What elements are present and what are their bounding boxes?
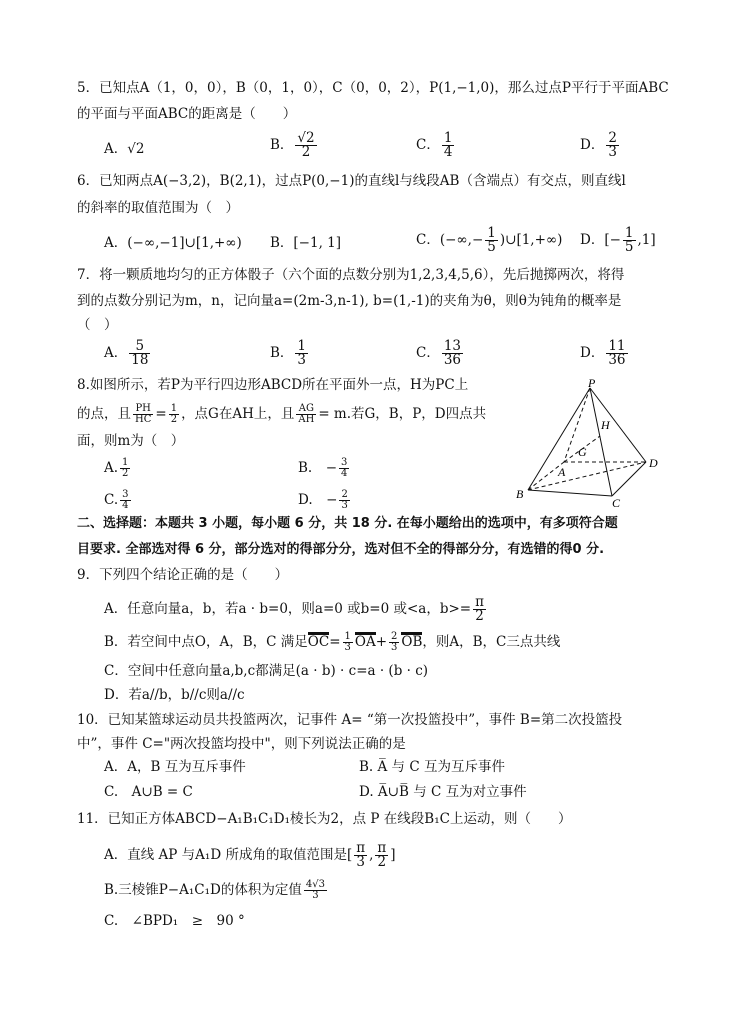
q7-stem-line2: 到的点数分别记为m，n，记向量a=(2m-3,n-1), b=(1,-1)的夹角为θ，则θ为钝角的概率是 [77,293,622,309]
q8-pyramid-figure [508,378,668,508]
q10-stem-line1: 10．已知某篮球运动员共投篮两次，记事件 A= “第一次投篮投中”，事件 B=第二次投篮投 [77,712,623,728]
q10-option-b: B. A̅ 与 C 互为互斥事件 [359,759,505,775]
section2-heading-line2: 目要求. 全部选对得 6 分，部分选对的得部分分，选对但不全的得部分分，有选错的得0 分. [77,542,605,557]
q9-option-a: A．任意向量a，b，若a · b=0，则a=0 或b=0 或<a，b>= $\frac{\pi}{2}$ [104,594,484,624]
q8-option-c: C. $\frac{3}{4}$ [104,489,129,511]
q11-stem: 11．已知正方体ABCD−A₁B₁C₁D₁棱长为2，点 P 在线段B₁C上运动，则（ ） [77,811,572,827]
section2-heading-line1: 二、选择题：本题共 3 小题，每小题 6 分，共 18 分. 在每小题给出的选项中，有多项符合题 [77,516,618,531]
label-c: C [612,496,621,508]
edge-bc [528,490,612,496]
q9-stem: 9．下列四个结论正确的是（ ） [77,567,289,583]
q6-option-b: B．[−1, 1] [270,235,342,251]
edge-cd [612,462,646,496]
q7-option-b: B． $\frac{1}{3}$ [270,338,307,368]
q9-option-b: B．若空间中点O，A，B，C 满足OC= $\frac{1}{3}$ OA+ $\frac{2}{3}$ OB，则A，B，C三点共线 [104,631,561,653]
label-b: B [516,487,524,501]
q7-stem-line1: 7．将一颗质地均匀的正方体骰子（六个面的点数分别为1,2,3,4,5,6），先后抛掷两次，将得 [77,267,625,283]
label-p: P [588,378,596,390]
q5-option-d: D． $\frac{2}{3}$ [580,130,617,160]
q6-option-d: D．[− $\frac{1}{5}$ ,1] [580,225,656,255]
q8-option-a: A. $\frac{1}{2}$ [104,457,129,479]
q8-option-d: D. − $\frac{2}{3}$ [298,489,348,511]
q7-stem-line3: （ ） [77,317,118,333]
label-d: D [649,456,658,470]
q5-stem-line2: 的平面与平面ABC的距离是（ ） [77,106,297,122]
q8-stem-line3: 面，则m为（ ） [77,433,185,449]
q6-option-c: C．(−∞,− $\frac{1}{5}$ )∪[1,+∞) [416,225,563,255]
edge-pc [590,388,612,496]
q11-option-a: A．直线 AP 与A₁D 所成角的取值范围是[ $\frac{\pi}{3}$ , $\frac{\pi}{2}$ ] [104,840,396,870]
label-a: A [558,465,566,479]
q8-stem-line1: 8.如图所示，若P为平行四边形ABCD所在平面外一点，H为PC上 [77,377,469,393]
q5-option-c: C． $\frac{1}{4}$ [416,130,453,160]
q6-option-a: A．(−∞,−1]∪[1,+∞) [104,235,242,251]
q9-option-c: C．空间中任意向量a,b,c都满足(a · b) · c=a · (b · c) [104,663,429,679]
label-g: G [578,445,587,459]
q5-option-b: B． $\frac{√2}{2}$ [270,130,315,160]
q10-option-a: A．A，B 互为互斥事件 [104,759,246,775]
q11-option-c: C. ∠BPD₁ ≥ 90 ° [104,913,245,929]
q8-option-b: B. − $\frac{3}{4}$ [298,457,348,479]
q11-option-b: B.三棱锥P−A₁C₁D的体积为定值 $\frac{4√3}{3}$ [104,879,325,901]
q7-option-d: D． $\frac{11}{36}$ [580,338,626,368]
q5-stem-line1: 5．已知点A（1，0，0），B（0，1，0），C（0，0，2），P(1,−1,0)，那么过点P平行于平面ABC [77,80,669,96]
q6-stem-line2: 的斜率的取值范围为（ ） [77,200,239,216]
q10-option-c: C. A∪B = C [104,784,193,800]
q7-option-a: A． $\frac{5}{18}$ [104,338,149,368]
label-h: H [601,418,610,432]
q7-option-c: C． $\frac{13}{36}$ [416,338,462,368]
q10-option-d: D. A̅∪B̅ 与 C 互为对立事件 [359,784,527,800]
q10-stem-line2: 中”，事件 C="两次投篮均投中"，则下列说法正确的是 [77,736,406,752]
q9-option-d: D．若a//b，b//c则a//c [104,687,245,703]
q5-option-a: A．√2 [104,141,145,157]
edge-pd [590,388,646,462]
q8-stem-line2: 的点，且 $\frac{PH}{HC}$ = $\frac{1}{2}$ ，点G在AH上，且 $\frac{AG}{AH}$ = m.若G，B，P，D四点共 [77,403,487,425]
q6-stem-line1: 6．已知两点A(−3,2)，B(2,1)，过点P(0,−1)的直线l与线段AB（含端点）有交点，则直线l [77,173,626,189]
